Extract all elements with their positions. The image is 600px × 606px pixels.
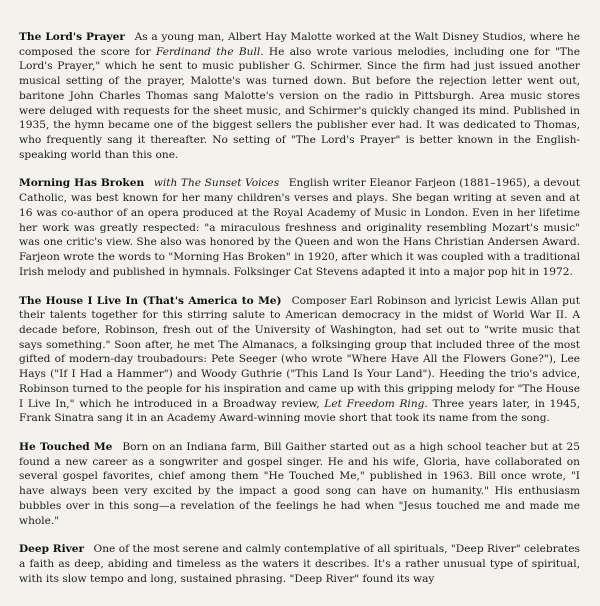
entry-body: Composer Earl Robinson and lyricist Lewis Allan put their talents together for this stirring salute to American democracy in the midst of World War II. A decade before, Robinson, fresh out of the University of Washington, had set out to "write music that says something." Soon after, he met The Almanacs, a folksinging group that included three of the most gifted of modern-day troubadours: Pete Seeger (who wrote "Where Have All the Flowers Gone?"), Lee Hays ("If I Had a Hammer") and Woody Guthrie ("This Land Is Your Land"). Heeding the trio's advice, Robinson turned to the people for his inspiration and came up with this gripping melody for "The House I Live In," which he introduced in a Broadway review, [19, 294, 580, 410]
entry-body-continued: . He also wrote various melodies, including one for "The Lord's Prayer," which he sent to music publisher G. Schirmer. Since the firm had just issued another musical setting of the prayer, Malotte's was turned down. But before the rejection letter went out, baritone John Charles Thomas sang Malotte's version on the radio in Pittsburgh. Area music stores were deluged with requests for the sheet music, and Schirmer's quickly changed its mind. Published in 1935, the hymn became one of the biggest sellers the publisher ever had. It was dedicated to Thomas, who frequently sang it thereafter. No setting of "The Lord's Prayer" is better known in the English-speaking world than this one. [19, 45, 580, 161]
entry-deep-river [19, 542, 580, 586]
entry-body: One of the most serene and calmly contemplative of all spirituals, "Deep River" celebrates a faith as deep, abiding and timeless as the waters it describes. It's a rather unusual type of spiritual, with its slow tempo and long, sustained phrasing. "Deep River" found its way [19, 543, 580, 585]
entry-body: English writer Eleanor Farjeon (1881–1965), a devout Catholic, was best known for her many children's verses and plays. She began writing at seven and at 16 was co-author of an opera produced at the Royal Academy of Music in London. Even in her lifetime her work was greatly respected: "a miraculous freshness and originality resembling Mozart's music" was one critic's view. She also was honored by the Queen and won the Hans Christian Andersen Award. Farjeon wrote the words to "Morning Has Broken" in 1920, after which it was coupled with a traditional Irish melody and published in hymnals. Folksinger Cat Stevens adapted it into a major pop hit in 1972. [19, 177, 581, 278]
entry-he-touched-me [19, 440, 580, 528]
entry-morning-has-broken [19, 176, 580, 279]
entry-italic-title: Let Freedom Ring [324, 397, 425, 410]
entry-title: He Touched Me [19, 440, 113, 453]
entry-body-continued: . Three years later, in 1945, Frank Sinatra sang it in an Academy Award-winning movie short that took its name from the song. [19, 397, 580, 425]
entry-credit: with The Sunset Voices [153, 177, 280, 190]
entry-italic-title: Ferdinand the Bull [155, 45, 261, 58]
entry-body: As a young man, Albert Hay Malotte worked at the Walt Disney Studios, where he composed the score for [19, 31, 580, 58]
entry-title: The House I Live In (That's America to Me) [19, 294, 282, 307]
entry-title: Deep River [19, 543, 85, 556]
entry-body: Born on an Indiana farm, Bill Gaither started out as a high school teacher but at 25 found a new career as a songwriter and gospel singer. He and his wife, Gloria, have collaborated on several gospel favorites, chief among them "He Touched Me," published in 1963. Bill once wrote, "I have always been very excited by the impact a good song can have on humanity." His enthusiasm bubbles over in this song—a revelation of the feelings he had when "Jesus touched me and made me whole." [19, 440, 580, 527]
entry-lords-prayer [19, 30, 580, 162]
entry-house-i-live-in [19, 294, 580, 426]
entry-title: The Lord's Prayer [19, 31, 125, 43]
entry-title: Morning Has Broken [19, 177, 145, 190]
